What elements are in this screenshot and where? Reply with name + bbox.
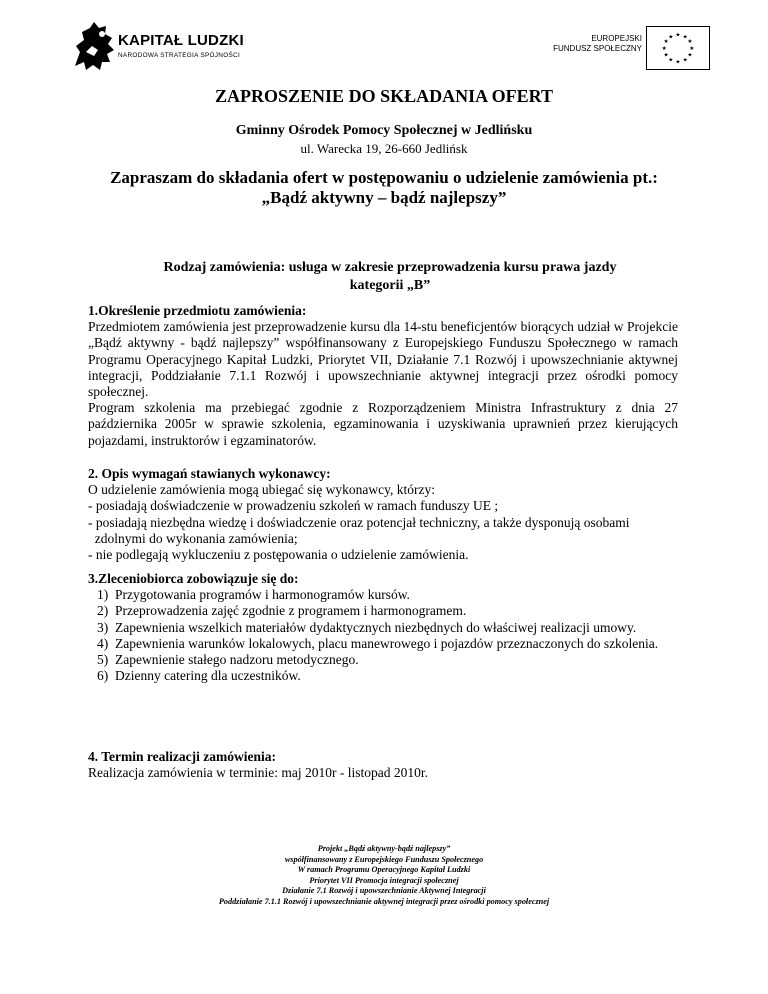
svg-text:★: ★: [663, 39, 669, 46]
footer-line: Priorytet VII Promocja integracji społecznej: [309, 875, 459, 885]
svg-text:★: ★: [668, 34, 674, 41]
section-4: [88, 749, 678, 781]
section-2: [88, 466, 678, 563]
obligation-item: 5) Zapewnienie stałego nadzoru metodycznego.: [97, 652, 359, 668]
footer-line: Działanie 7.1 Rozwój i upowszechnianie Aktywnej Integracji: [282, 886, 486, 896]
obligation-item: 1) Przygotowania programów i harmonogramów kursów.: [97, 587, 410, 603]
footer-line: W ramach Programu Operacyjnego Kapitał Ludzki: [297, 865, 471, 875]
document-title: ZAPROSZENIE DO SKŁADANIA OFERT: [215, 86, 553, 106]
section-3-heading: 3.Zleceniobiorca zobowiązuje się do:: [88, 571, 299, 586]
obligation-item: 4) Zapewnienia warunków lokalowych, placu manewrowego i pojazdów przeznaczonych do szkolenia.: [97, 635, 659, 651]
requirement-item: - posiadają niezbędna wiedzę i doświadczenie oraz potencjał techniczny, a także dysponują osobami: [88, 514, 630, 530]
svg-text:★: ★: [689, 45, 695, 52]
svg-text:★: ★: [687, 39, 693, 46]
kapital-ludzki-title: KAPITAŁ LUDZKI: [118, 32, 244, 49]
kapital-ludzki-logo: [72, 22, 242, 74]
svg-text:★: ★: [663, 52, 669, 59]
svg-text:★: ★: [682, 34, 688, 41]
section-1-paragraph-1: Przedmiotem zamówienia jest przeprowadzenie kursu dla 14-stu beneficjentów biorących udział w Projekcie „Bądź aktywny - bądź najlepszy” współfinansowany z Europejskiego Funduszu Społecznego w ramach Programu Operacyjnego Kapitał Ludzki, Priorytet VII, Działanie 7.1 Rozwój i upowszechnianie aktywnej integracji, Poddziałanie 7.1.1 Rozwój i upowszechnianie aktywnej integracji przez ośrodki pomocy społecznej.: [88, 319, 678, 400]
section-4-text: Realizacja zamówienia w terminie: maj 2010r - listopad 2010r.: [88, 765, 429, 781]
svg-text:★: ★: [682, 57, 688, 64]
section-4-heading: 4. Termin realizacji zamówienia:: [88, 749, 276, 764]
invitation-heading: [0, 168, 768, 208]
section-1-paragraph-2: Program szkolenia ma przebiegać zgodnie z Rozporządzeniem Ministra Infrastruktury z dnia 27 października 2005r w sprawie szkolenia, egzaminowania i uzyskiwania uprawnień przez kierujących pojazdami, instruktorów i egzaminatorów.: [88, 400, 678, 448]
svg-text:★: ★: [675, 59, 681, 66]
section-2-heading: 2. Opis wymagań stawianych wykonawcy:: [88, 466, 331, 481]
footer-line: współfinansowany z Europejskiego Funduszu Społecznego: [284, 854, 484, 864]
requirement-item: zdolnymi do wykonania zamówienia;: [88, 530, 298, 546]
obligation-item: 6) Dzienny catering dla uczestników.: [97, 668, 301, 684]
order-kind-line-1: Rodzaj zamówienia: usługa w zakresie przeprowadzenia kursu prawa jazdy: [163, 260, 617, 275]
section-2-intro: O udzielenie zamówienia mogą ubiegać się wykonawcy, którzy:: [88, 482, 435, 498]
kapital-ludzki-emblem-icon: [72, 22, 116, 72]
invitation-line-2: „Bądź aktywny – bądź najlepszy”: [261, 188, 507, 207]
obligation-item: 3) Zapewnienia wszelkich materiałów dydaktycznych niezbędnych do właściwej realizacji umowy.: [97, 619, 637, 635]
footer-line: Poddziałanie 7.1.1 Rozwój i upowszechnianie aktywnej integracji przez ośrodki pomocy społecznej: [218, 896, 550, 906]
order-kind: [110, 259, 670, 295]
section-3: [88, 571, 678, 684]
footer-line: Projekt „Bądź aktywny-bądź najlepszy”: [317, 844, 451, 853]
invitation-line-1: Zapraszam do składania ofert w postępowaniu o udzielenie zamówienia pt.:: [110, 168, 658, 187]
requirement-item: - posiadają doświadczenie w prowadzeniu szkoleń w ramach funduszy UE ;: [88, 498, 499, 514]
organization-address: ul. Warecka 19, 26-660 Jedlińsk: [300, 141, 468, 156]
svg-text:★: ★: [675, 32, 681, 39]
obligations-list: [88, 587, 678, 684]
section-1: [88, 303, 678, 449]
kapital-ludzki-subtitle: NARODOWA STRATEGIA SPÓJNOŚCI: [118, 52, 241, 59]
efs-logo: [553, 26, 710, 70]
svg-text:★: ★: [687, 52, 693, 59]
section-1-heading: 1.Określenie przedmiotu zamówienia:: [88, 303, 307, 318]
efs-line-1: EUROPEJSKI: [591, 34, 642, 43]
organization-name: Gminny Ośrodek Pomocy Społecznej w Jedlińsku: [235, 123, 533, 138]
svg-text:★: ★: [661, 45, 667, 52]
eu-flag-icon: [646, 26, 710, 70]
obligation-item: 2) Przeprowadzenia zajęć zgodnie z programem i harmonogramem.: [97, 603, 467, 619]
efs-logo-text: [553, 34, 642, 54]
project-footer: [0, 844, 768, 908]
requirement-item: - nie podlegają wykluczeniu z postępowania o udzielenie zamówienia.: [88, 547, 469, 563]
svg-text:★: ★: [668, 57, 674, 64]
efs-line-2: FUNDUSZ SPOŁECZNY: [553, 44, 642, 53]
order-kind-line-2: kategorii „B”: [349, 278, 431, 293]
